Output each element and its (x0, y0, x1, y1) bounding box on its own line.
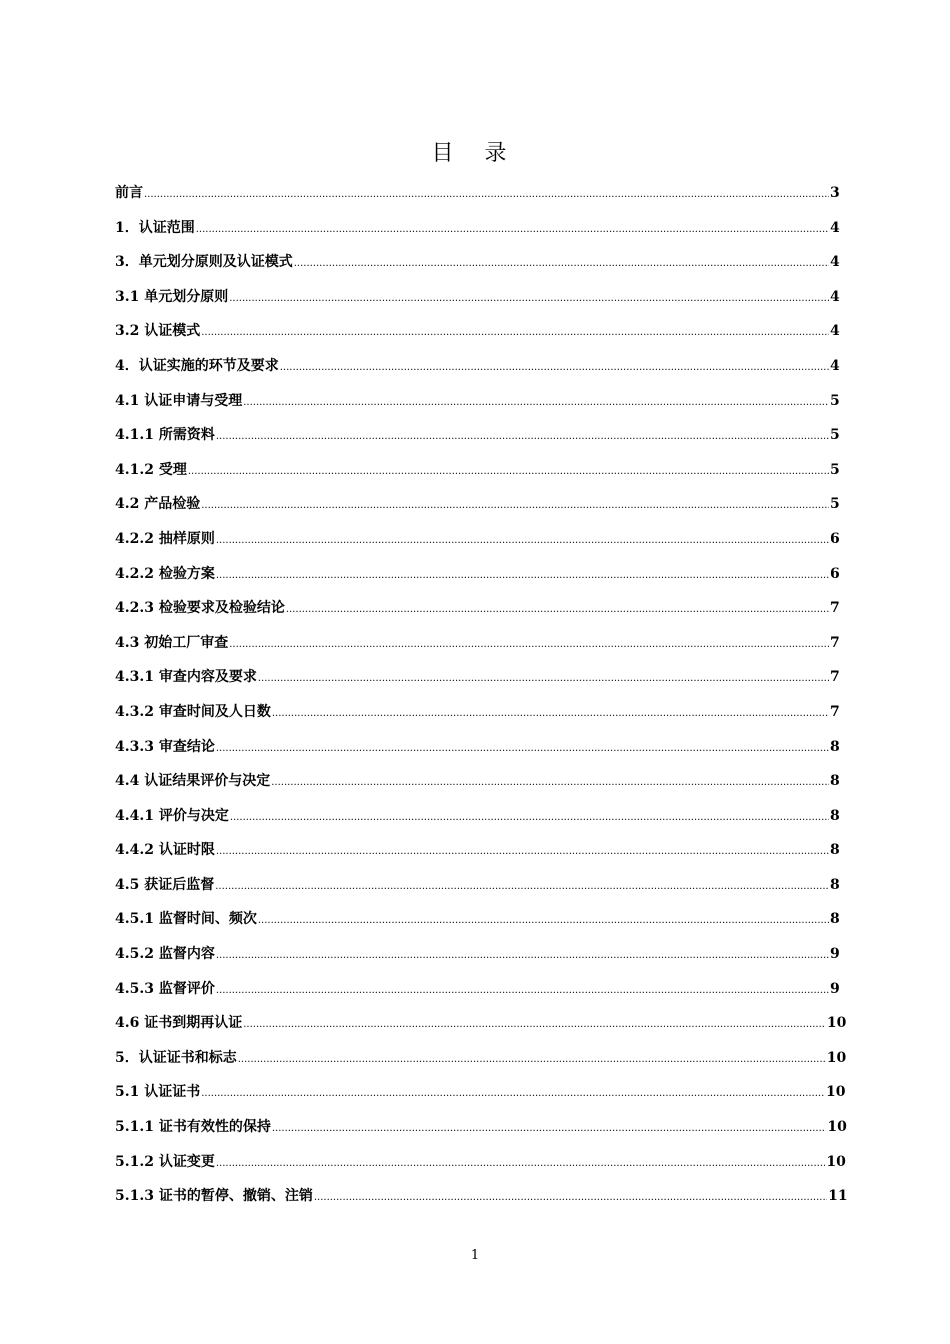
toc-entry[interactable] (115, 1151, 846, 1186)
toc-entry-page: 8 (830, 773, 840, 790)
toc-entry-label: 4.4.2 认证时限 (115, 842, 215, 859)
toc-entry-page: 6 (830, 565, 840, 582)
toc-entry-label: 4.6 证书到期再认证 (115, 1015, 243, 1032)
toc-entry-page: 10 (826, 1084, 846, 1101)
toc-entry-page: 10 (826, 1049, 847, 1066)
toc-entry[interactable] (115, 839, 838, 874)
toc-entry-label: 5.1.2 认证变更 (115, 1153, 215, 1170)
toc-dot-leader (314, 1188, 827, 1204)
toc-entry[interactable] (115, 736, 838, 771)
toc-entry-label: 4.5.1 监督时间、频次 (115, 911, 257, 928)
toc-entry[interactable] (115, 528, 838, 563)
toc-entry-label: 4.1 认证申请与受理 (115, 392, 243, 409)
toc-entry[interactable] (115, 874, 838, 909)
toc-dot-leader (272, 1119, 827, 1135)
toc-entry-page: 5 (830, 496, 840, 513)
toc-entry-page: 7 (830, 634, 840, 651)
toc-entry-label: 4.3 初始工厂审查 (115, 634, 229, 651)
toc-entry-page: 9 (830, 946, 840, 963)
toc-entry-page: 8 (830, 738, 840, 755)
toc-entry-page: 4 (830, 254, 840, 271)
table-of-contents (115, 182, 848, 1220)
toc-dot-leader (216, 981, 829, 997)
toc-entry-page: 6 (830, 530, 840, 547)
toc-entry-label: 4.3.2 审查时间及人日数 (115, 703, 271, 720)
toc-dot-leader (238, 1050, 826, 1066)
toc-dot-leader (258, 911, 829, 927)
toc-dot-leader (216, 566, 829, 582)
toc-entry[interactable] (115, 978, 838, 1013)
toc-entry-label: 4.4 认证结果评价与决定 (115, 773, 271, 790)
toc-dot-leader (243, 1015, 826, 1031)
toc-dot-leader (216, 1154, 825, 1170)
toc-dot-leader (201, 496, 829, 512)
toc-entry[interactable] (115, 1185, 848, 1220)
toc-entry[interactable] (115, 1012, 847, 1047)
toc-dot-leader (271, 773, 829, 789)
toc-entry-label: 4.2.3 检验要求及检验结论 (115, 600, 285, 617)
toc-entry-label: 4.5.3 监督评价 (115, 980, 215, 997)
toc-entry-page: 8 (830, 842, 840, 859)
toc-entry-page: 4 (830, 357, 840, 374)
toc-dot-leader (272, 704, 829, 720)
toc-entry[interactable] (115, 666, 838, 701)
toc-entry[interactable] (115, 701, 838, 736)
toc-entry-page: 4 (830, 288, 840, 305)
toc-dot-leader (216, 427, 829, 443)
toc-dot-leader (294, 254, 829, 270)
toc-entry-page: 4 (830, 323, 840, 340)
toc-entry[interactable] (115, 251, 838, 286)
toc-entry-label: 5.1 认证证书 (115, 1084, 201, 1101)
toc-entry-label: 4.2.2 抽样原则 (115, 530, 215, 547)
toc-dot-leader (188, 462, 829, 478)
toc-entry-label: 5.1.3 证书的暂停、撤销、注销 (115, 1188, 313, 1205)
toc-entry-label: 4.1.1 所需资料 (115, 427, 215, 444)
toc-dot-leader (201, 1084, 825, 1100)
toc-entry-page: 8 (830, 876, 840, 893)
toc-dot-leader (196, 220, 829, 236)
toc-entry-page: 5 (830, 427, 840, 444)
toc-entry[interactable] (115, 217, 838, 252)
toc-entry[interactable] (115, 320, 838, 355)
toc-entry[interactable] (115, 943, 838, 978)
toc-entry-page: 10 (826, 1153, 846, 1170)
toc-entry-page: 5 (830, 392, 840, 409)
toc-entry-label: 5.1.1 证书有效性的保持 (115, 1119, 271, 1136)
toc-dot-leader (201, 323, 829, 339)
toc-entry[interactable] (115, 390, 838, 425)
toc-entry[interactable] (115, 563, 838, 598)
toc-entry-label: 4.2 产品检验 (115, 496, 201, 513)
toc-entry-page: 7 (830, 669, 840, 686)
toc-dot-leader (229, 635, 829, 651)
toc-entry[interactable] (115, 355, 838, 390)
toc-dot-leader (216, 739, 829, 755)
toc-dot-leader (216, 946, 829, 962)
toc-entry-page: 3 (830, 185, 840, 201)
toc-entry-page: 7 (830, 600, 840, 617)
toc-entry-label: 前言 (115, 185, 143, 201)
toc-entry-label: 4.5.2 监督内容 (115, 946, 215, 963)
toc-dot-leader (144, 185, 829, 201)
toc-entry[interactable] (115, 1081, 846, 1116)
toc-dot-leader (243, 393, 829, 409)
toc-entry-label: 4．认证实施的环节及要求 (115, 357, 279, 374)
toc-dot-leader (216, 531, 829, 547)
toc-dot-leader (230, 808, 829, 824)
toc-entry-label: 5．认证证书和标志 (115, 1049, 237, 1066)
toc-entry-label: 4.3.1 审查内容及要求 (115, 669, 257, 686)
toc-entry[interactable] (115, 632, 838, 667)
toc-entry-page: 5 (830, 461, 840, 478)
toc-entry-page: 8 (830, 807, 840, 824)
toc-title: 目 录 (431, 141, 519, 166)
toc-entry[interactable] (115, 770, 838, 805)
toc-dot-leader (280, 358, 829, 374)
toc-entry-page: 4 (830, 219, 840, 236)
toc-entry[interactable] (115, 597, 838, 632)
toc-entry-label: 4.4.1 评价与决定 (115, 807, 229, 824)
toc-entry[interactable] (115, 908, 838, 943)
toc-dot-leader (229, 289, 829, 305)
toc-entry-label: 4.5 获证后监督 (115, 876, 215, 893)
toc-entry[interactable] (115, 182, 838, 217)
toc-entry-page: 7 (830, 703, 840, 720)
toc-entry[interactable] (115, 805, 838, 840)
toc-entry-label: 4.1.2 受理 (115, 461, 187, 478)
toc-entry-label: 4.3.3 审查结论 (115, 738, 215, 755)
toc-entry-label: 3．单元划分原则及认证模式 (115, 254, 293, 271)
toc-dot-leader (286, 600, 829, 616)
toc-entry-page: 8 (830, 911, 840, 928)
toc-entry[interactable] (115, 1116, 847, 1151)
toc-entry-label: 3.1 单元划分原则 (115, 288, 229, 305)
toc-dot-leader (258, 669, 829, 685)
toc-entry-label: 3.2 认证模式 (115, 323, 201, 340)
toc-entry[interactable] (115, 459, 838, 494)
page-number: 1 (470, 1248, 480, 1263)
toc-entry[interactable] (115, 493, 838, 528)
toc-entry-page: 10 (826, 1015, 847, 1032)
toc-dot-leader (215, 877, 829, 893)
toc-entry-label: 4.2.2 检验方案 (115, 565, 215, 582)
toc-entry-page: 9 (830, 980, 840, 997)
toc-entry-page: 11 (828, 1188, 848, 1205)
toc-entry[interactable] (115, 1047, 847, 1082)
toc-entry-page: 10 (827, 1119, 847, 1136)
toc-entry-label: 1．认证范围 (115, 219, 195, 236)
toc-entry[interactable] (115, 286, 838, 321)
toc-dot-leader (216, 842, 829, 858)
toc-entry[interactable] (115, 424, 838, 459)
